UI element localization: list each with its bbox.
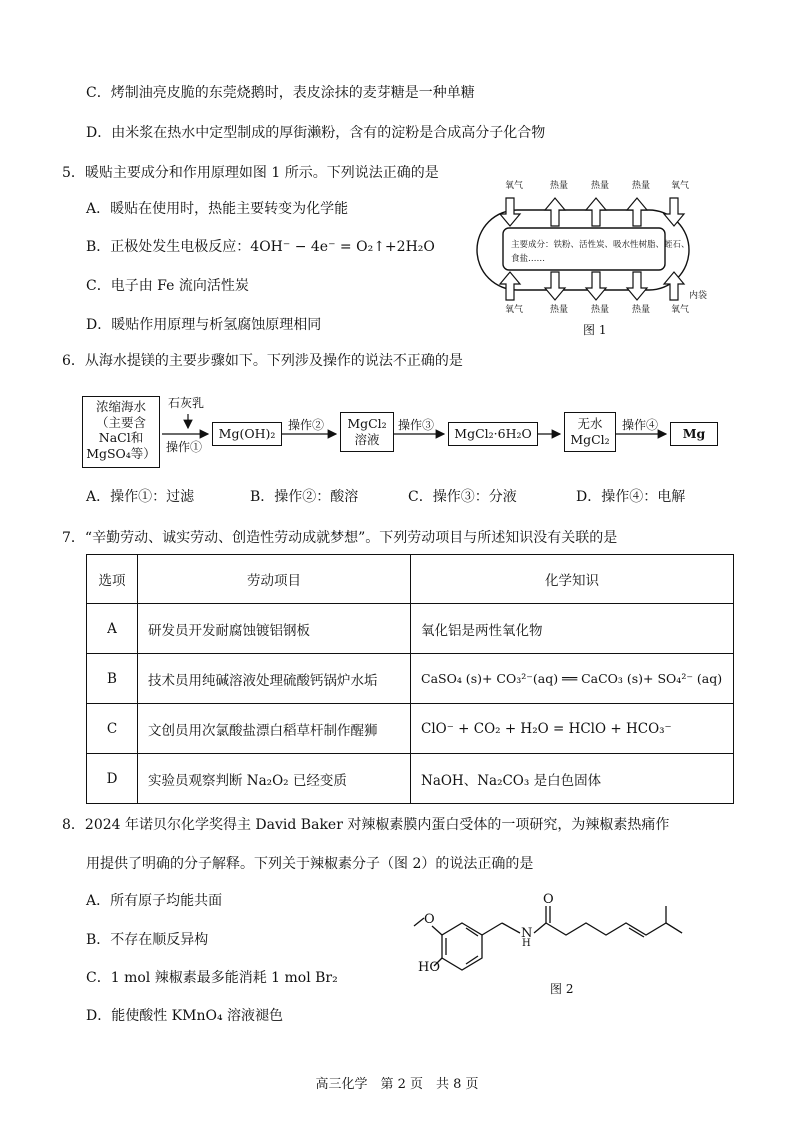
fig1-top-label-3: 热量 bbox=[591, 181, 610, 191]
mgcl2-solution-line2: 溶液 bbox=[354, 431, 380, 447]
row-d-option: D bbox=[87, 754, 138, 804]
row-a-knowledge: 氧化铝是两性氧化物 bbox=[411, 604, 734, 654]
anhydrous-line1: 无水 bbox=[577, 416, 603, 431]
atom-o-methoxy: O bbox=[424, 912, 435, 927]
q6-stem: 6．从海水提镁的主要步骤如下。下列涉及操作的说法不正确的是 bbox=[62, 353, 463, 369]
row-d-knowledge: NaOH、Na₂CO₃ 是白色固体 bbox=[411, 754, 734, 804]
row-b-item: 技术员用纯碱溶液处理硫酸钙锅炉水垢 bbox=[138, 654, 411, 704]
op2-label: 操作② bbox=[288, 418, 325, 432]
q6-option-a: A．操作①：过滤 bbox=[86, 489, 195, 505]
row-b-knowledge: CaSO₄ (s)+ CO₃²⁻(aq) ══ CaCO₃ (s)+ SO₄²⁻ (aq) bbox=[411, 654, 734, 704]
seawater-line2: （主要含 bbox=[95, 414, 146, 430]
fig1-bottom-label-2: 热量 bbox=[550, 305, 569, 315]
fig1-caption: 图 1 bbox=[583, 323, 607, 337]
flow-box-anhydrous-mgcl2 bbox=[564, 412, 616, 452]
flow-box-mgoh2: Mg(OH)₂ bbox=[212, 422, 282, 446]
header-labor-item: 劳动项目 bbox=[138, 555, 411, 604]
fig1-top-label-5: 氧气 bbox=[671, 181, 690, 191]
anhydrous-line2: MgCl₂ bbox=[570, 431, 610, 447]
fig1-top-label-4: 热量 bbox=[632, 181, 651, 191]
q8-option-a: A．所有原子均能共面 bbox=[86, 893, 223, 909]
op4-label: 操作④ bbox=[622, 418, 659, 432]
q5-option-c: C．电子由 Fe 流向活性炭 bbox=[86, 278, 249, 294]
table-row bbox=[87, 704, 734, 754]
flow-box-seawater bbox=[82, 396, 160, 468]
q8-stem-line2: 用提供了明确的分子解释。下列关于辣椒素分子（图 2）的说法正确的是 bbox=[86, 856, 534, 872]
row-d-item: 实验员观察判断 Na₂O₂ 已经变质 bbox=[138, 754, 411, 804]
atom-n: N bbox=[521, 926, 533, 941]
atom-ho: HO bbox=[418, 960, 440, 975]
table-row bbox=[87, 654, 734, 704]
seawater-line1: 浓缩海水 bbox=[95, 399, 146, 414]
table-header-row bbox=[87, 555, 734, 604]
row-c-item: 文创员用次氯酸盐漂白稻草杆制作醒狮 bbox=[138, 704, 411, 754]
flow-box-mgcl2-solution bbox=[340, 412, 394, 452]
row-a-item: 研发员开发耐腐蚀镀铝钢板 bbox=[138, 604, 411, 654]
q6-option-b: B．操作②：酸溶 bbox=[250, 489, 359, 505]
q8-option-c: C．1 mol 辣椒素最多能消耗 1 mol Br₂ bbox=[86, 970, 338, 986]
q5-option-b: B．正极处发生电极反应：4OH⁻ − 4e⁻ = O₂↑+2H₂O bbox=[86, 239, 435, 255]
q4-option-c: C．烤制油亮皮脆的东莞烧鹅时，表皮涂抹的麦芽糖是一种单糖 bbox=[86, 85, 475, 101]
fig1-side-label: 内袋 bbox=[689, 291, 708, 301]
header-option: 选项 bbox=[87, 555, 138, 604]
q7-table bbox=[86, 554, 734, 804]
op3-label: 操作③ bbox=[398, 418, 435, 432]
row-c-knowledge: ClO⁻ + CO₂ + H₂O = HClO + HCO₃⁻ bbox=[411, 704, 734, 754]
flow-box-mg: Mg bbox=[670, 422, 718, 446]
flow-box-mgcl2-hydrate: MgCl₂·6H₂O bbox=[448, 422, 538, 446]
seawater-line4: MgSO₄等） bbox=[86, 445, 156, 461]
mg-extraction-flowchart bbox=[82, 394, 722, 474]
op1-label: 操作① bbox=[166, 440, 203, 454]
table-row bbox=[87, 604, 734, 654]
seawater-line3: NaCl和 bbox=[98, 430, 144, 446]
arrows-top bbox=[500, 198, 684, 226]
row-c-option: C bbox=[87, 704, 138, 754]
q8-stem-line1: 8．2024 年诺贝尔化学奖得主 David Baker 对辣椒素膜内蛋白受体的一项研究，为辣椒素热痛作 bbox=[62, 817, 670, 833]
q5-stem: 5．暖贴主要成分和作用原理如图 1 所示。下列说法正确的是 bbox=[62, 165, 439, 181]
q6-option-c: C．操作③：分液 bbox=[408, 489, 517, 505]
fig1-bottom-label-4: 热量 bbox=[632, 305, 651, 315]
figure-1-hand-warmer bbox=[475, 178, 715, 338]
reagent-lime-milk: 石灰乳 bbox=[168, 396, 205, 410]
atom-h: H bbox=[522, 938, 531, 949]
table-row bbox=[87, 754, 734, 804]
row-b-option: B bbox=[87, 654, 138, 704]
arrows-bottom bbox=[500, 272, 684, 300]
fig1-top-label-1: 氧气 bbox=[505, 181, 524, 191]
figure-2-capsaicin bbox=[410, 888, 710, 998]
q5-option-d: D．暖贴作用原理与析氢腐蚀原理相同 bbox=[86, 317, 322, 333]
header-chem-knowledge: 化学知识 bbox=[411, 555, 734, 604]
page-footer: 高三化学 第 2 页 共 8 页 bbox=[315, 1077, 479, 1092]
row-a-option: A bbox=[87, 604, 138, 654]
fig1-content-line2: 食盐…… bbox=[511, 254, 546, 264]
q5-option-a: A．暖贴在使用时，热能主要转变为化学能 bbox=[86, 201, 349, 217]
fig1-bottom-label-3: 热量 bbox=[591, 305, 610, 315]
q7-stem: 7．“辛勤劳动、诚实劳动、创造性劳动成就梦想”。下列劳动项目与所述知识没有关联的是 bbox=[62, 530, 618, 546]
fig2-caption: 图 2 bbox=[550, 982, 574, 996]
q6-option-d: D．操作④：电解 bbox=[576, 489, 686, 505]
fig1-bottom-label-5: 氧气 bbox=[671, 305, 690, 315]
fig1-content-line1: 主要成分：铁粉、活性炭、吸水性树脂、蛭石、 bbox=[511, 240, 690, 250]
fig1-bottom-label-1: 氧气 bbox=[505, 305, 524, 315]
fig1-top-label-2: 热量 bbox=[550, 181, 569, 191]
atom-o-carbonyl: O bbox=[543, 892, 554, 907]
q4-option-d: D．由米浆在热水中定型制成的厚街濑粉，含有的淀粉是合成高分子化合物 bbox=[86, 125, 546, 141]
q8-option-b: B．不存在顺反异构 bbox=[86, 932, 209, 948]
mgcl2-solution-line1: MgCl₂ bbox=[347, 416, 387, 431]
q8-option-d: D．能使酸性 KMnO₄ 溶液褪色 bbox=[86, 1008, 284, 1024]
